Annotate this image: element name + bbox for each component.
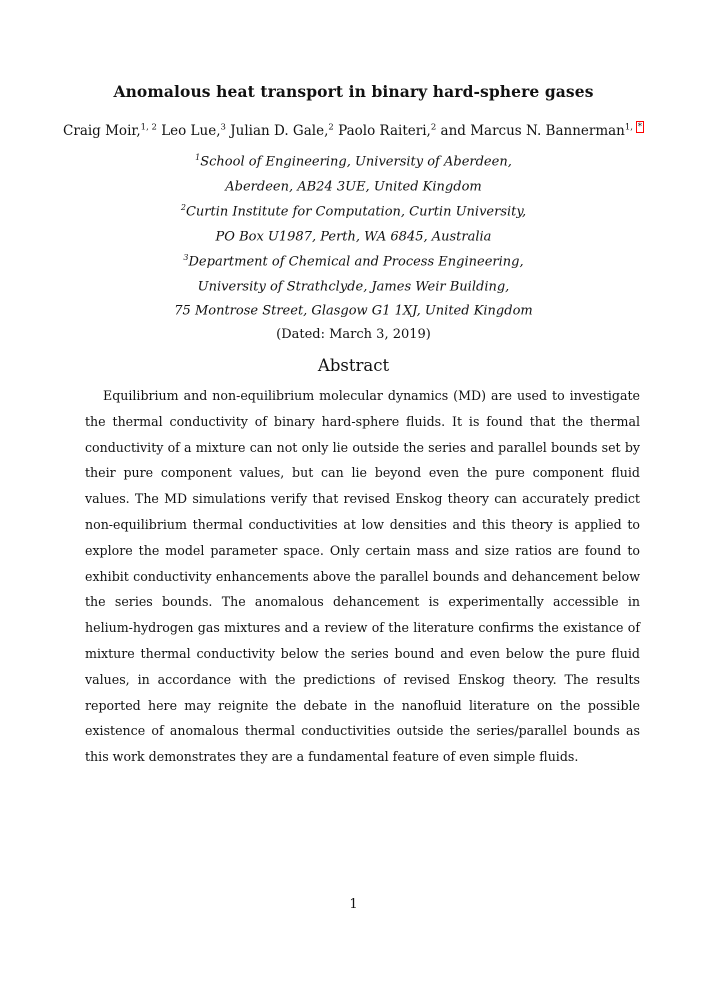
author: Marcus N. Bannerman$^{1, *}$ bbox=[470, 122, 642, 139]
page-number: 1 bbox=[349, 897, 358, 912]
author: Julian D. Gale,$^2$ bbox=[230, 122, 334, 139]
affiliation-line: University of Strathclyde, James Weir Building, bbox=[197, 279, 510, 295]
corresponding-author-link[interactable]: * bbox=[637, 122, 642, 132]
author: Paolo Raiteri,$^2$ and bbox=[338, 122, 471, 139]
affiliation-line: PO Box U1987, Perth, WA 6845, Australia bbox=[215, 229, 492, 245]
author: Leo Lue,$^3$ bbox=[161, 122, 226, 139]
author-list bbox=[0, 122, 707, 139]
abstract-heading: Abstract bbox=[317, 356, 390, 375]
affiliation-line: $^1$School of Engineering, University of Aberdeen, bbox=[195, 153, 512, 170]
affiliation-line: Aberdeen, AB24 3UE, United Kingdom bbox=[225, 179, 482, 195]
paper-title: Anomalous heat transport in binary hard-sphere gases bbox=[113, 82, 594, 101]
author: Craig Moir,$^{1, 2}$ bbox=[63, 122, 157, 139]
affiliation-line: $^2$Curtin Institute for Computation, Curtin University, bbox=[180, 203, 527, 220]
affiliation-line: $^3$Department of Chemical and Process Engineering, bbox=[183, 253, 524, 270]
date-line: (Dated: March 3, 2019) bbox=[276, 327, 431, 342]
affiliation-line: 75 Montrose Street, Glasgow G1 1XJ, United Kingdom bbox=[174, 303, 533, 319]
abstract-text: Equilibrium and non-equilibrium molecular dynamics (MD) are used to investigate the thermal conductivity of binary hard-sphere fluids. It is found that the thermal conductivity of a mixture can not only lie outside the series and parallel bounds set by their pure component values, but can lie beyond even the pure component fluid values. The MD simulations verify that revised Enskog theory can accurately predict non-equilibrium thermal conductivities at low densities and this theory is applied to explore the model parameter space. Only certain mass and size ratios are found to exhibit conductivity enhancements above the parallel bounds and dehancement below the series bounds. The anomalous dehancement is experimentally accessible in helium-hydrogen gas mixtures and a review of the literature confirms the existance of mixture thermal conductivity below the series bound and even below the pure fluid values, in accordance with the predictions of revised Enskog theory. The results reported here may reignite the debate in the nanofluid literature on the possible existence of anomalous thermal conductivities outside the series/parallel bounds as this work demonstrates they are a fundamental feature of even simple fluids. bbox=[85, 388, 640, 765]
